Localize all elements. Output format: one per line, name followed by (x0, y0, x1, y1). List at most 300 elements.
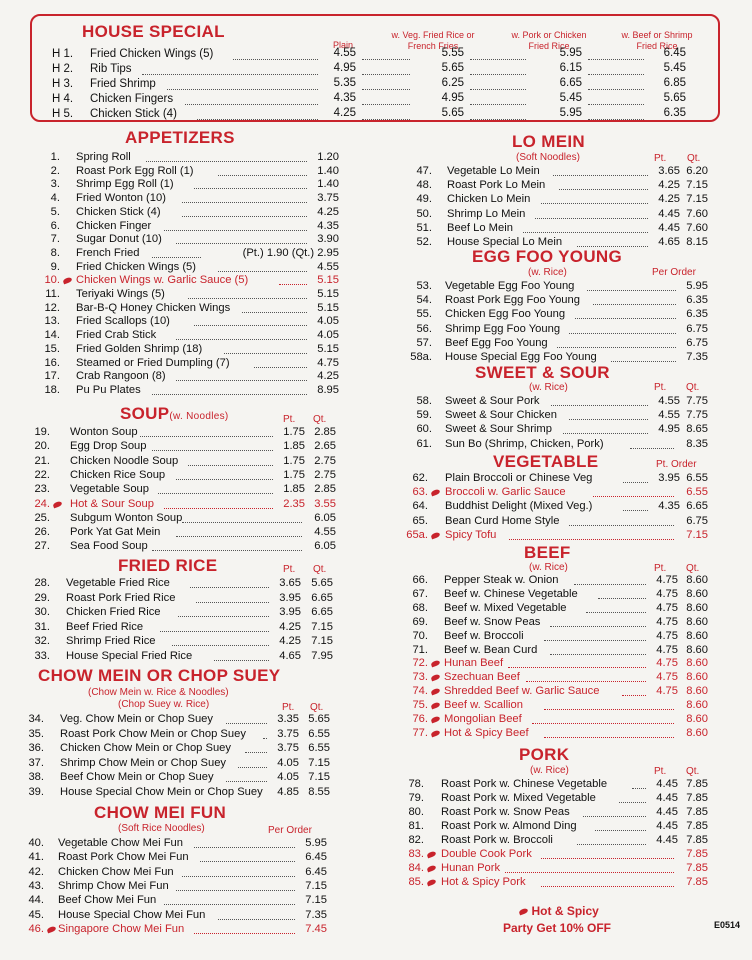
item-price: 6.45 (305, 851, 327, 864)
item-price-pint: 1.85 (283, 483, 305, 496)
menu-item (0, 422, 752, 436)
item-price-pint: 4.05 (277, 756, 299, 769)
item-price-pint: 4.35 (658, 500, 680, 513)
item-name: Shrimp Chow Mei Fun (58, 879, 169, 892)
item-number: 30. (34, 606, 50, 619)
item-number: 63. (412, 486, 428, 499)
item-number: 22. (34, 468, 50, 481)
leader-dots (194, 923, 295, 934)
pork-subtitle: (w. Rice) (530, 765, 569, 776)
item-name: Vegetable Fried Rice (66, 577, 170, 589)
item-price-pint: 3.95 (658, 472, 680, 484)
item-price-pint: 1.75 (283, 426, 305, 438)
item-name: Pepper Steak w. Onion (444, 574, 559, 586)
pepper-icon (426, 851, 436, 859)
item-name: Plain Broccoli or Chinese Veg (445, 472, 593, 484)
sweet-sour-subtitle: (w. Rice) (529, 382, 568, 393)
item-price-pint: 3.95 (279, 591, 301, 604)
item-price: 8.95 (317, 383, 339, 396)
house-price-beef: 5.65 (663, 92, 686, 104)
fried-rice-qt-header: Qt. (313, 564, 327, 575)
item-name: Chicken Fried Rice (66, 606, 161, 619)
item-number: 47. (416, 165, 432, 177)
leader-dots (563, 423, 648, 434)
leader-dots (164, 894, 295, 905)
item-price-pint: 4.45 (656, 792, 678, 804)
house-price-pork: 5.95 (559, 107, 582, 119)
item-number: 15. (44, 342, 60, 355)
item-name: Fried Chicken Wings (5) (76, 260, 196, 273)
leader-dots (535, 208, 648, 219)
item-number: 53. (416, 280, 432, 292)
item-name: Broccoli w. Garlic Sauce (445, 486, 566, 499)
menu-item (0, 741, 752, 755)
item-name: Spicy Tofu (445, 528, 497, 541)
item-name: Hot & Spicy Beef (444, 726, 529, 739)
menu-item (0, 293, 752, 307)
item-price-pint: 3.75 (277, 727, 299, 740)
item-number: 70. (412, 629, 428, 642)
leader-dots (588, 64, 644, 75)
chow-mein-qt-header: Qt. (310, 702, 324, 713)
pepper-icon (430, 702, 440, 710)
house-item-code: H 1. (52, 48, 74, 60)
item-name: Shredded Beef w. Garlic Sauce (444, 685, 600, 698)
item-price-quart: 4.55 (314, 526, 336, 539)
item-number: 67. (412, 587, 428, 600)
item-price-pint: 4.65 (658, 236, 680, 248)
pepper-icon (430, 531, 440, 539)
leader-dots (588, 49, 644, 60)
item-number: 78. (408, 778, 424, 790)
item-price-quart: 8.60 (686, 643, 708, 656)
item-price: 4.05 (317, 329, 339, 342)
menu-item (0, 336, 752, 350)
item-number: 25. (34, 511, 50, 524)
pepper-icon (519, 908, 529, 916)
leader-dots (508, 657, 647, 668)
lo-mein-qt-header: Qt. (687, 153, 701, 164)
item-price-quart: 8.60 (686, 699, 708, 712)
leader-dots (362, 79, 410, 90)
item-price-quart: 2.65 (314, 440, 336, 453)
leader-dots (586, 602, 646, 613)
item-price-pint: 4.45 (656, 820, 678, 832)
item-number: 76. (412, 713, 428, 725)
item-price-quart: 8.15 (686, 236, 708, 248)
pepper-icon (426, 879, 436, 887)
pepper-icon (426, 865, 436, 873)
item-name: House Special Egg Foo Young (445, 351, 597, 363)
egg-foo-young-order-header: Per Order (652, 267, 696, 278)
item-name: Beef w. Snow Peas (444, 615, 541, 628)
item-number: 55. (416, 308, 432, 321)
item-number: 38. (28, 771, 44, 783)
pork-title: PORK (519, 745, 570, 764)
menu-item (0, 408, 752, 422)
leader-dots (176, 370, 307, 381)
item-price-pint: 4.75 (656, 629, 678, 642)
item-number: 18. (44, 383, 60, 396)
item-price-quart: 8.55 (308, 785, 330, 798)
item-name: Beef Lo Mein (447, 221, 513, 234)
leader-dots (245, 742, 268, 753)
leader-dots (623, 472, 648, 483)
house-price-pork: 6.65 (559, 77, 582, 89)
item-number: 68. (412, 601, 428, 614)
leader-dots (623, 500, 648, 511)
item-price-quart: 8.60 (686, 574, 708, 586)
item-number: 75. (412, 699, 428, 712)
item-number: 12. (44, 301, 60, 314)
leader-dots (470, 94, 526, 105)
menu-item (0, 485, 752, 499)
item-price: 4.05 (317, 315, 339, 328)
item-name: House Special Fried Rice (66, 650, 193, 662)
menu-item (0, 235, 752, 249)
item-price-pint: 2.35 (283, 497, 305, 510)
item-name: Sun Bo (Shrimp, Chicken, Pork) (445, 437, 604, 450)
menu-item (0, 279, 752, 293)
item-number: 65a. (406, 528, 428, 541)
item-price-pint: 4.75 (656, 671, 678, 684)
item-number: 27. (34, 540, 50, 553)
item-name: Beef w. Bean Curd (444, 643, 538, 656)
house-price-veg: 6.25 (441, 77, 464, 89)
item-price: 3.90 (317, 233, 339, 246)
leader-dots (575, 308, 676, 319)
menu-item (0, 805, 752, 819)
leader-dots (362, 109, 410, 120)
item-price-quart: 7.60 (686, 207, 708, 220)
item-number: 34. (28, 713, 44, 725)
item-price-quart: 7.15 (686, 193, 708, 206)
item-name: Roast Pork w. Broccoli (441, 834, 553, 846)
leader-dots (505, 862, 675, 873)
item-number: 21. (34, 454, 50, 467)
item-price: 4.25 (317, 205, 339, 218)
house-item-code: H 5. (52, 108, 74, 120)
item-price-quart: 7.85 (686, 862, 708, 874)
item-name: Sweet & Sour Chicken (445, 409, 557, 422)
item-number: 79. (408, 792, 424, 804)
item-number: 82. (408, 834, 424, 846)
item-number: 62. (412, 472, 428, 484)
menu-item (0, 875, 752, 889)
leader-dots (152, 540, 302, 551)
leader-dots (630, 438, 675, 449)
item-name: Roast Pork w. Snow Peas (441, 806, 570, 818)
house-price-pork: 5.45 (559, 92, 582, 104)
item-number: 45. (28, 908, 44, 921)
item-name: Spring Roll (76, 151, 131, 163)
item-price-pint: 1.75 (283, 454, 305, 467)
item-number: 23. (34, 483, 50, 496)
item-price-quart: 6.55 (686, 486, 708, 499)
item-price-pint: 4.45 (656, 806, 678, 818)
menu-item (0, 861, 752, 875)
item-name: Roast Pork Lo Mein (447, 179, 546, 192)
item-number: 58a. (410, 351, 432, 363)
menu-item (0, 454, 752, 468)
item-price-pint: 1.85 (283, 440, 305, 453)
menu-code: E0514 (714, 920, 741, 930)
item-number: 64. (412, 500, 428, 513)
leader-dots (583, 806, 646, 817)
house-price-veg: 5.65 (441, 107, 464, 119)
item-name: Sugar Donut (10) (76, 233, 162, 246)
soup-qt-header: Qt. (313, 414, 327, 425)
item-price-quart: 7.15 (311, 635, 333, 648)
menu-item (0, 777, 752, 791)
item-name: Chicken Rice Soup (70, 468, 166, 481)
lo-mein-title: LO MEIN (512, 132, 585, 151)
menu-item (0, 629, 752, 643)
menu-item (0, 922, 752, 936)
fried-rice-title: FRIED RICE (118, 556, 218, 575)
item-number: 6. (50, 219, 60, 232)
item-number: 83. (408, 848, 424, 860)
item-name: Vegetable Chow Mei Fun (58, 837, 184, 849)
item-price: 7.35 (305, 908, 327, 921)
house-item-code: H 3. (52, 78, 74, 90)
item-price: 1.40 (317, 164, 339, 177)
item-name: House Special Chow Mei Fun (58, 908, 206, 921)
item-name: Chicken Finger (76, 219, 152, 232)
item-name: Bean Curd Home Style (445, 514, 560, 527)
item-price-quart: 6.20 (686, 165, 708, 177)
house-price-plain: 4.25 (333, 107, 356, 119)
leader-dots (574, 574, 646, 585)
item-price-quart: 8.60 (686, 671, 708, 684)
item-price: 5.15 (317, 301, 339, 314)
item-name: Shrimp Lo Mein (447, 207, 526, 220)
item-name: Roast Pork Egg Foo Young (445, 294, 580, 307)
house-item-name: Rib Tips (90, 63, 132, 75)
leader-dots (233, 49, 318, 60)
menu-item (0, 471, 752, 485)
item-number: 31. (34, 620, 50, 633)
item-number: 8. (50, 246, 60, 259)
item-name: Egg Drop Soup (70, 440, 147, 453)
item-price-quart: 6.75 (686, 514, 708, 527)
item-name: Beef w. Scallion (444, 699, 523, 712)
item-price: 1.20 (317, 151, 339, 163)
leader-dots (523, 222, 648, 233)
item-price-pint: 4.25 (658, 179, 680, 192)
item-price-quart: 7.85 (686, 792, 708, 804)
item-number: 66. (412, 574, 428, 586)
chow-mein-pt-header: Pt. (282, 702, 295, 713)
footer-party-discount: Party Get 10% OFF (502, 921, 612, 935)
item-name: Bar-B-Q Honey Chicken Wings (76, 301, 231, 314)
menu-item (0, 615, 752, 629)
item-name: House Special Lo Mein (447, 236, 563, 248)
item-price: (Pt.) 1.90 (Qt.) 2.95 (242, 246, 339, 259)
item-name: Sweet & Sour Shrimp (445, 423, 552, 436)
item-price: 4.35 (317, 219, 339, 232)
chow-mei-fun-order-header: Per Order (268, 825, 312, 836)
item-price: 5.15 (317, 274, 339, 287)
item-price-quart: 5.65 (311, 577, 333, 589)
item-price-quart: 8.60 (686, 615, 708, 628)
chow-mein-subtitle-2: (Chop Suey w. Rice) (118, 699, 210, 710)
item-price-pint: 4.75 (656, 615, 678, 628)
leader-dots (588, 94, 644, 105)
menu-item (0, 394, 752, 408)
item-name: Fried Crab Stick (76, 329, 157, 342)
item-name: Wonton Soup (70, 426, 138, 438)
sweet-sour-title: SWEET & SOUR (475, 363, 610, 382)
item-price-pint: 4.75 (656, 657, 678, 670)
item-number: 20. (34, 440, 50, 453)
item-price: 5.95 (686, 280, 708, 292)
item-price-pint: 4.75 (656, 685, 678, 698)
leader-dots (593, 294, 676, 305)
leader-dots (569, 409, 648, 420)
item-price-quart: 7.85 (686, 778, 708, 790)
item-price-quart: 2.85 (314, 426, 336, 438)
menu-item (0, 150, 752, 164)
soup-title-text: SOUP (120, 404, 170, 423)
leader-dots (509, 529, 675, 540)
house-price-veg: 5.55 (441, 47, 464, 59)
leader-dots (619, 792, 646, 803)
item-number: 10. (44, 274, 60, 287)
leader-dots (142, 64, 318, 75)
item-price-quart: 6.05 (314, 540, 336, 553)
house-col-pork: w. Pork or Chicken Fried Rice (511, 30, 587, 51)
item-name: Sweet & Sour Pork (445, 395, 540, 407)
house-col-plain: Plain (332, 40, 353, 50)
house-item-name: Chicken Stick (4) (90, 108, 177, 120)
item-number: 58. (416, 395, 432, 407)
leader-dots (611, 351, 676, 362)
house-price-pork: 6.15 (559, 62, 582, 74)
item-name: Veg. Chow Mein or Chop Suey (60, 713, 213, 725)
item-price-pint: 3.75 (277, 742, 299, 754)
leader-dots (557, 337, 676, 348)
menu-item (0, 221, 752, 235)
item-price-quart: 2.75 (314, 454, 336, 467)
house-price-plain: 4.35 (333, 92, 356, 104)
item-price-pint: 3.95 (279, 606, 301, 619)
leader-dots (218, 261, 307, 272)
vegetable-col-header: Pt. Order (656, 459, 697, 470)
menu-item (0, 601, 752, 615)
item-price-pint: 4.45 (658, 207, 680, 220)
menu-item (0, 819, 752, 833)
item-price-quart: 8.60 (686, 726, 708, 739)
item-number: 2. (50, 164, 60, 177)
menu-item (0, 528, 752, 542)
house-price-veg: 4.95 (441, 92, 464, 104)
item-price: 5.95 (305, 837, 327, 849)
item-price: 7.15 (305, 894, 327, 907)
item-number: 56. (416, 322, 432, 335)
house-price-plain: 5.35 (333, 77, 356, 89)
leader-dots (577, 236, 648, 247)
house-item-name: Fried Chicken Wings (5) (90, 48, 214, 60)
house-item-code: H 4. (52, 93, 74, 105)
menu-item (0, 833, 752, 847)
pepper-icon (430, 489, 440, 497)
item-number: 49. (416, 193, 432, 206)
item-price-quart: 7.85 (686, 806, 708, 818)
leader-dots (569, 323, 676, 334)
item-name: Roast Pork Fried Rice (66, 591, 176, 604)
leader-dots (551, 395, 648, 406)
menu-item (0, 307, 752, 321)
sweet-sour-qt-header: Qt. (686, 382, 700, 393)
item-name: Vegetable Soup (70, 483, 150, 496)
house-col-veg: w. Veg. Fried Rice or French Fries (391, 30, 475, 51)
item-price-quart: 8.60 (686, 601, 708, 614)
item-name: Pu Pu Plates (76, 383, 141, 396)
pork-qt-header: Qt. (686, 766, 700, 777)
item-price-quart: 8.60 (686, 629, 708, 642)
item-price: 4.55 (317, 260, 339, 273)
item-number: 19. (34, 426, 50, 438)
soup-pt-header: Pt. (283, 414, 296, 425)
leader-dots (550, 616, 646, 627)
leader-dots (185, 94, 318, 105)
item-price: 6.35 (686, 308, 708, 321)
leader-dots (470, 49, 526, 60)
item-price-pint: 4.25 (658, 193, 680, 206)
menu-item (0, 656, 752, 670)
footer-hot-spicy (488, 904, 628, 918)
item-name: French Fried (76, 246, 140, 259)
item-name: Fried Golden Shrimp (18) (76, 342, 203, 355)
menu-item (0, 192, 752, 206)
item-price-quart: 8.65 (686, 423, 708, 436)
item-name: Chicken Chow Mein or Chop Suey (60, 742, 232, 754)
item-number: 71. (412, 643, 428, 656)
leader-dots (526, 671, 646, 682)
item-number: 51. (416, 221, 432, 234)
leader-dots (593, 486, 674, 497)
leader-dots (470, 64, 526, 75)
item-price-quart: 7.15 (308, 771, 330, 783)
item-price-quart: 6.65 (686, 500, 708, 513)
chow-mei-fun-title: CHOW MEI FUN (94, 803, 227, 822)
pepper-icon (430, 674, 440, 682)
item-price-quart: 7.95 (311, 650, 333, 662)
sweet-sour-pt-header: Pt. (654, 382, 667, 393)
leader-dots (559, 179, 648, 190)
item-price-quart: 7.60 (686, 221, 708, 234)
beef-pt-header: Pt. (654, 563, 667, 574)
vegetable-title: VEGETABLE (493, 452, 599, 471)
item-price: 4.75 (317, 356, 339, 369)
item-number: 26. (34, 526, 50, 539)
item-price-pint: 4.25 (279, 620, 301, 633)
item-price-quart: 7.15 (308, 756, 330, 769)
item-name: Shrimp Egg Foo Young (445, 322, 561, 335)
item-price-quart: 6.55 (308, 727, 330, 740)
item-price: 7.35 (686, 351, 708, 363)
item-price-pint: 4.95 (658, 423, 680, 436)
leader-dots (588, 109, 644, 120)
item-name: Mongolian Beef (444, 713, 522, 725)
item-price-pint: 4.25 (279, 635, 301, 648)
leader-dots (362, 49, 410, 60)
item-number: 33. (34, 650, 50, 662)
item-name: Vegetable Egg Foo Young (445, 280, 575, 292)
item-name: Fried Wonton (10) (76, 192, 166, 205)
item-number: 46. (28, 922, 44, 935)
